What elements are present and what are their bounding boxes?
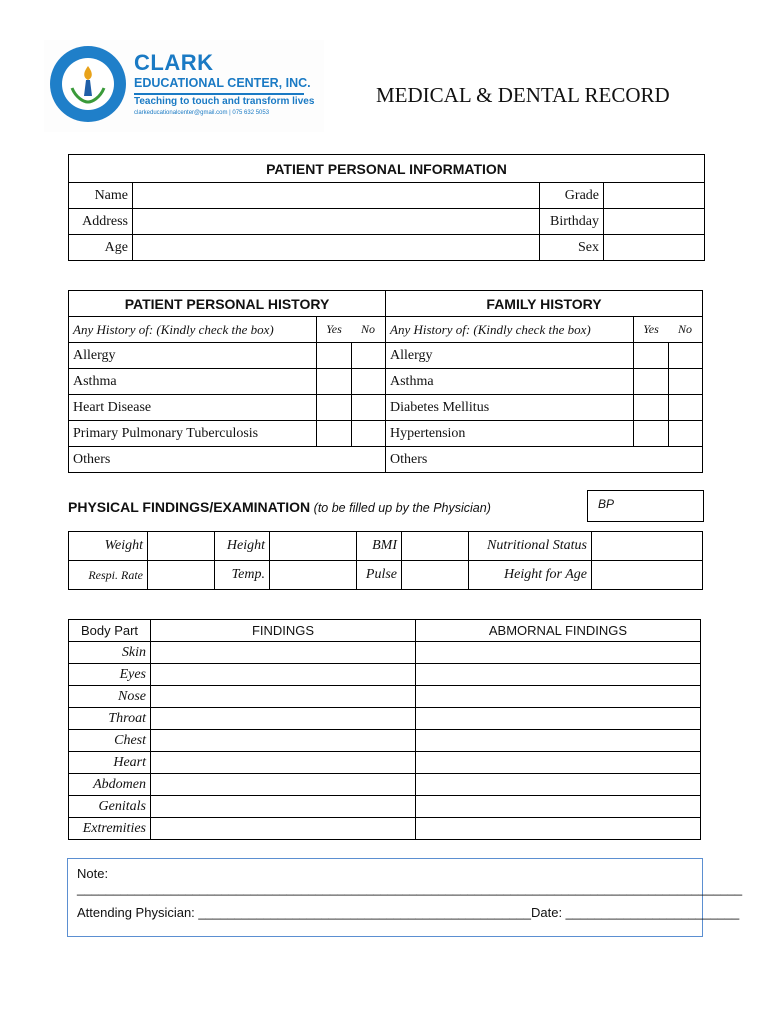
body-part-label: Abdomen <box>69 774 151 796</box>
physical-findings-note: (to be filled up by the Physician) <box>313 501 491 515</box>
family-no-checkbox[interactable] <box>668 395 703 421</box>
bmi-field[interactable] <box>402 532 469 561</box>
family-yes-checkbox[interactable] <box>634 421 669 447</box>
findings-field[interactable] <box>151 686 416 708</box>
grade-field[interactable] <box>604 183 705 209</box>
age-label: Age <box>69 235 133 261</box>
personal-history-item: Asthma <box>69 369 317 395</box>
body-part-header: Body Part <box>69 620 151 642</box>
body-part-label: Nose <box>69 686 151 708</box>
brand-tagline: Teaching to touch and transform lives <box>134 96 315 107</box>
bmi-label: BMI <box>357 532 402 561</box>
attending-physician-line[interactable]: Attending Physician: ______________________________________________Date: ________________________ <box>77 905 740 920</box>
family-yes-checkbox[interactable] <box>634 369 669 395</box>
personal-history-instruction: Any History of: (Kindly check the box) <box>69 317 317 343</box>
family-yes-checkbox[interactable] <box>634 395 669 421</box>
findings-field[interactable] <box>151 818 416 840</box>
abnormal-findings-field[interactable] <box>416 664 701 686</box>
note-line[interactable]: Note: ____________________________________________________________________________________________ <box>77 866 743 896</box>
family-history-heading: FAMILY HISTORY <box>386 291 703 317</box>
findings-field[interactable] <box>151 796 416 818</box>
pulse-label: Pulse <box>357 561 402 590</box>
personal-no-checkbox[interactable] <box>351 343 386 369</box>
abnormal-findings-field[interactable] <box>416 796 701 818</box>
findings-field[interactable] <box>151 774 416 796</box>
personal-yes-header: Yes <box>317 317 352 343</box>
personal-no-checkbox[interactable] <box>351 421 386 447</box>
personal-no-header: No <box>351 317 386 343</box>
personal-history-item: Heart Disease <box>69 395 317 421</box>
personal-no-checkbox[interactable] <box>351 395 386 421</box>
history-table <box>68 290 703 473</box>
address-field[interactable] <box>133 209 540 235</box>
abnormal-findings-field[interactable] <box>416 708 701 730</box>
personal-yes-checkbox[interactable] <box>317 369 352 395</box>
brand-name: CLARK <box>134 50 214 75</box>
grade-label: Grade <box>540 183 604 209</box>
address-label: Address <box>69 209 133 235</box>
abnormal-findings-field[interactable] <box>416 686 701 708</box>
age-field[interactable] <box>133 235 540 261</box>
brand-subtitle: EDUCATIONAL CENTER, INC. <box>134 76 311 90</box>
vitals-table <box>68 531 703 590</box>
personal-no-checkbox[interactable] <box>351 369 386 395</box>
personal-yes-checkbox[interactable] <box>317 343 352 369</box>
document-title: MEDICAL & DENTAL RECORD <box>376 83 670 107</box>
body-part-label: Chest <box>69 730 151 752</box>
abnormal-findings-field[interactable] <box>416 642 701 664</box>
abnormal-findings-field[interactable] <box>416 774 701 796</box>
nutritional-status-label: Nutritional Status <box>469 532 592 561</box>
family-yes-checkbox[interactable] <box>634 343 669 369</box>
body-part-label: Heart <box>69 752 151 774</box>
family-history-item: Asthma <box>386 369 634 395</box>
family-yes-header: Yes <box>634 317 669 343</box>
body-findings-table <box>68 619 701 840</box>
birthday-label: Birthday <box>540 209 604 235</box>
personal-info-table <box>68 154 705 261</box>
family-history-item: Diabetes Mellitus <box>386 395 634 421</box>
family-history-item: Allergy <box>386 343 634 369</box>
brand-contact: clarkeducationalcenter@gmail.com | 075 632 5053 <box>134 110 270 116</box>
weight-label: Weight <box>69 532 148 561</box>
family-no-checkbox[interactable] <box>668 421 703 447</box>
body-part-label: Eyes <box>69 664 151 686</box>
findings-field[interactable] <box>151 664 416 686</box>
personal-history-heading: PATIENT PERSONAL HISTORY <box>69 291 386 317</box>
family-no-header: No <box>668 317 703 343</box>
personal-history-item: Primary Pulmonary Tuberculosis <box>69 421 317 447</box>
personal-yes-checkbox[interactable] <box>317 395 352 421</box>
family-history-item: Hypertension <box>386 421 634 447</box>
personal-info-heading: PATIENT PERSONAL INFORMATION <box>69 155 705 183</box>
abnormal-findings-field[interactable] <box>416 818 701 840</box>
body-part-label: Genitals <box>69 796 151 818</box>
abnormal-findings-header: ABMORNAL FINDINGS <box>416 620 701 642</box>
height-label: Height <box>215 532 270 561</box>
body-part-label: Skin <box>69 642 151 664</box>
seal-center <box>62 58 114 110</box>
personal-history-others[interactable]: Others <box>69 447 386 473</box>
name-label: Name <box>69 183 133 209</box>
findings-header: FINDINGS <box>151 620 416 642</box>
weight-field[interactable] <box>148 532 215 561</box>
physical-findings-heading <box>68 499 491 517</box>
sex-label: Sex <box>540 235 604 261</box>
family-no-checkbox[interactable] <box>668 343 703 369</box>
abnormal-findings-field[interactable] <box>416 752 701 774</box>
temp-label: Temp. <box>215 561 270 590</box>
family-no-checkbox[interactable] <box>668 369 703 395</box>
family-history-instruction: Any History of: (Kindly check the box) <box>386 317 634 343</box>
personal-yes-checkbox[interactable] <box>317 421 352 447</box>
respi-rate-field[interactable] <box>148 561 215 590</box>
findings-field[interactable] <box>151 730 416 752</box>
body-part-label: Extremities <box>69 818 151 840</box>
body-part-label: Throat <box>69 708 151 730</box>
bp-label: BP <box>598 497 615 511</box>
temp-field[interactable] <box>270 561 357 590</box>
respi-rate-label: Respi. Rate <box>69 561 148 590</box>
personal-history-item: Allergy <box>69 343 317 369</box>
findings-field[interactable] <box>151 752 416 774</box>
height-field[interactable] <box>270 532 357 561</box>
abnormal-findings-field[interactable] <box>416 730 701 752</box>
sex-field[interactable] <box>604 235 705 261</box>
birthday-field[interactable] <box>604 209 705 235</box>
brand-divider <box>134 93 304 95</box>
height-for-age-field[interactable] <box>592 561 703 590</box>
height-for-age-label: Height for Age <box>469 561 592 590</box>
family-history-others[interactable]: Others <box>386 447 703 473</box>
findings-field[interactable] <box>151 708 416 730</box>
physical-findings-title: PHYSICAL FINDINGS/EXAMINATION <box>68 499 311 515</box>
pulse-field[interactable] <box>402 561 469 590</box>
nutritional-status-field[interactable] <box>592 532 703 561</box>
findings-field[interactable] <box>151 642 416 664</box>
name-field[interactable] <box>133 183 540 209</box>
